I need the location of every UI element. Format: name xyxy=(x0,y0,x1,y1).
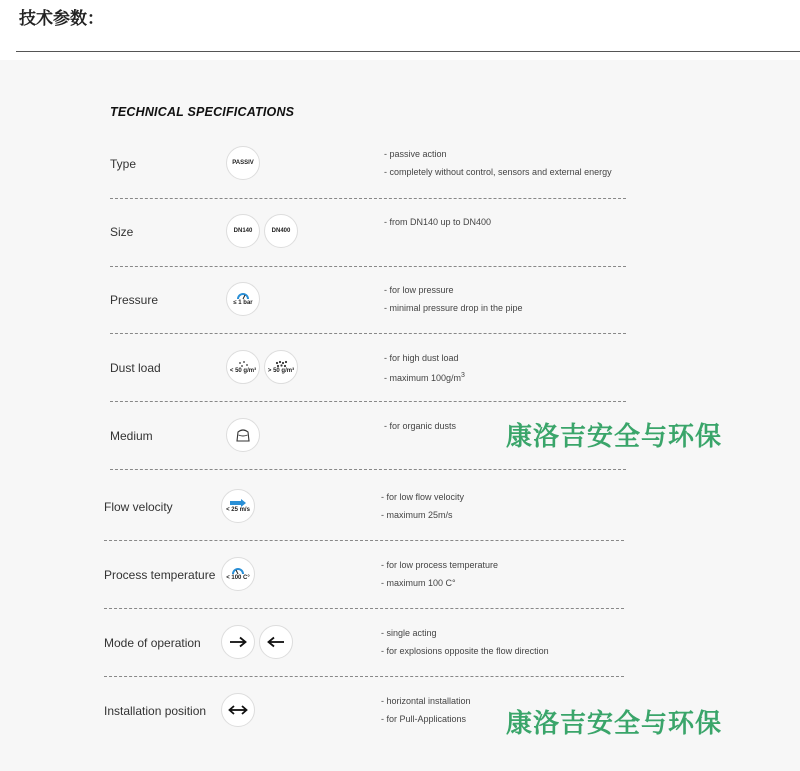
desc-line: - for low pressure xyxy=(384,285,454,295)
row-label-flow-velocity: Flow velocity xyxy=(104,500,173,514)
heading-divider xyxy=(16,51,800,52)
row-label-pressure: Pressure xyxy=(110,293,159,307)
row-desc-medium xyxy=(384,417,456,435)
desc-line: - maximum 100 C° xyxy=(381,578,456,588)
desc-line: - passive action xyxy=(384,149,447,159)
watermark-text: 康洛吉安全与环保 xyxy=(506,422,723,452)
row-label-size: Size xyxy=(110,225,134,239)
row-desc-dust-load xyxy=(384,349,465,387)
watermark-text: 康洛吉安全与环保 xyxy=(506,709,723,739)
size-badge-min xyxy=(226,214,260,248)
badge-text: DN400 xyxy=(271,227,291,234)
pressure-badge xyxy=(226,282,260,316)
row-desc-process-temperature xyxy=(381,556,498,592)
row-desc-size xyxy=(384,213,491,231)
row-desc-pressure xyxy=(384,281,523,317)
badge-text: > 50 g/m³ xyxy=(267,367,295,374)
row-label-process-temperature: Process temperature xyxy=(104,568,216,582)
medium-badge xyxy=(226,418,260,452)
row-separator xyxy=(104,676,624,677)
desc-line: - for Pull-Applications xyxy=(381,714,467,724)
desc-line: - for high dust load xyxy=(384,353,459,363)
row-separator xyxy=(110,266,626,267)
row-separator xyxy=(104,540,624,541)
row-label-installation-position: Installation position xyxy=(104,704,207,718)
desc-line: - single acting xyxy=(381,628,437,638)
page-heading: 技术参数： xyxy=(19,9,104,29)
arrow-left-icon xyxy=(266,636,286,648)
desc-line: - for low process temperature xyxy=(381,560,499,570)
desc-line: - minimal pressure drop in the pipe xyxy=(384,303,523,313)
row-separator xyxy=(104,608,624,609)
unit-exponent: 3 xyxy=(461,372,465,379)
desc-text: - maximum 100g/m xyxy=(384,373,462,383)
gauge-icon xyxy=(236,292,250,300)
arrow-right-badge xyxy=(221,625,255,659)
row-label-type: Type xyxy=(110,157,137,171)
spec-title: TECHNICAL SPECIFICATIONS xyxy=(110,105,295,119)
row-desc-mode-of-operation xyxy=(381,624,549,660)
row-label-mode-of-operation: Mode of operation xyxy=(104,636,201,650)
dust-light-badge xyxy=(226,350,260,384)
arrow-right-icon xyxy=(228,636,248,648)
desc-line: - for low flow velocity xyxy=(381,492,465,502)
badge-text: < 100 C° xyxy=(226,574,250,581)
badge-text: PASSIV xyxy=(232,159,254,166)
desc-line xyxy=(384,367,465,387)
desc-line: - completely without control, sensors and external energy xyxy=(384,167,612,177)
desc-line: - maximum 25m/s xyxy=(381,510,453,520)
installation-badge xyxy=(221,693,255,727)
row-separator xyxy=(110,401,626,402)
desc-line: - for organic dusts xyxy=(384,421,457,431)
row-separator xyxy=(110,469,626,470)
dust-heavy-icon xyxy=(274,360,288,368)
arrow-left-badge xyxy=(259,625,293,659)
dust-heavy-badge xyxy=(264,350,298,384)
row-separator xyxy=(110,198,626,199)
row-desc-installation-position xyxy=(381,692,471,728)
desc-line: - horizontal installation xyxy=(381,696,471,706)
badge-text: < 50 g/m³ xyxy=(229,367,257,374)
row-desc-flow-velocity xyxy=(381,488,464,524)
badge-text: ≤ 1 bar xyxy=(233,299,253,306)
row-label-dust-load: Dust load xyxy=(110,361,161,375)
flow-arrow-icon xyxy=(229,499,247,507)
flow-velocity-badge xyxy=(221,489,255,523)
thermometer-gauge-icon xyxy=(231,567,245,575)
row-label-medium: Medium xyxy=(110,429,153,443)
temperature-badge xyxy=(221,557,255,591)
passive-badge xyxy=(226,146,260,180)
dust-light-icon xyxy=(236,360,250,368)
badge-text: DN140 xyxy=(233,227,253,234)
double-arrow-icon xyxy=(227,704,249,716)
row-desc-type xyxy=(384,145,612,181)
silo-icon xyxy=(234,427,252,443)
badge-text: < 25 m/s xyxy=(226,506,250,513)
size-badge-max xyxy=(264,214,298,248)
desc-line: - for explosions opposite the flow direction xyxy=(381,646,549,656)
desc-line: - from DN140 up to DN400 xyxy=(384,217,492,227)
row-separator xyxy=(110,333,626,334)
